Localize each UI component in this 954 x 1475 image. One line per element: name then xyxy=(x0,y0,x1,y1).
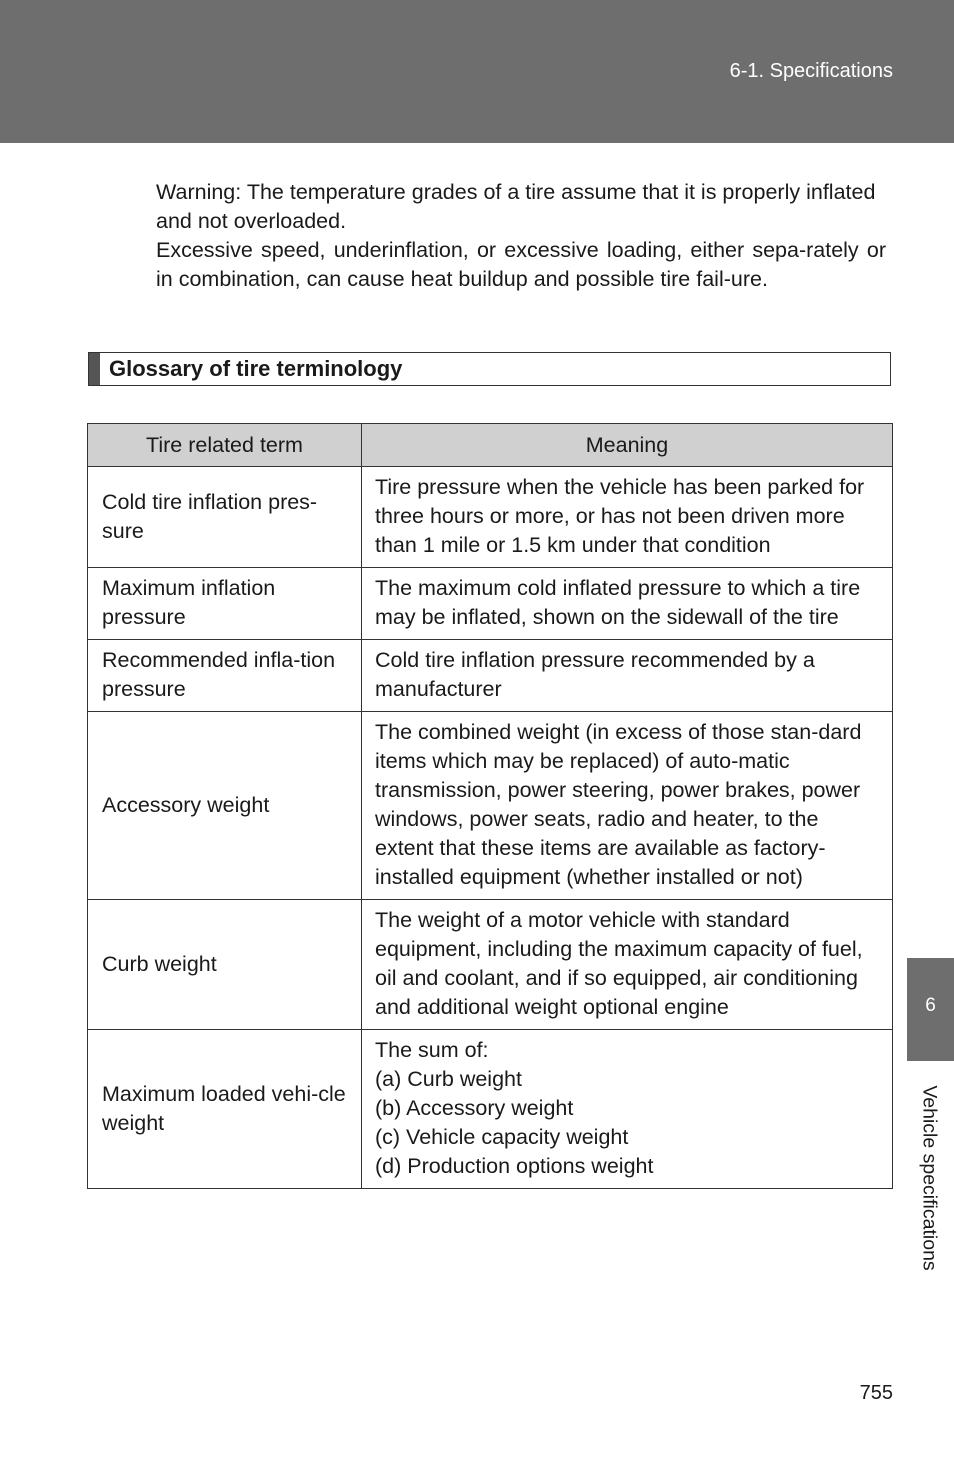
term-cell: Curb weight xyxy=(88,900,362,1030)
section-title: 6-1. Specifications xyxy=(729,60,893,82)
meaning-list-item: (a) Curb weight xyxy=(375,1067,522,1091)
table-row xyxy=(88,712,893,900)
meaning-cell: The combined weight (in excess of those stan-dard items which may be replaced) of auto-matic transmission, power steering, power brakes, power windows, power seats, radio and heater, to the extent that these items are available as factory-installed equipment (whether installed or not) xyxy=(362,712,893,900)
meaning-cell: The weight of a motor vehicle with standard equipment, including the maximum capacity of fuel, oil and coolant, and if so equipped, air conditioning and additional weight optional engine xyxy=(362,900,893,1030)
table-row xyxy=(88,900,893,1030)
meaning-list-item: (b) Accessory weight xyxy=(375,1096,574,1120)
header-band xyxy=(0,0,954,143)
table-header-row xyxy=(88,424,893,467)
table-row xyxy=(88,568,893,640)
term-cell: Accessory weight xyxy=(88,712,362,900)
warning-text-block xyxy=(156,178,886,294)
term-cell: Cold tire inflation pres-sure xyxy=(88,467,362,568)
meaning-cell: Tire pressure when the vehicle has been parked for three hours or more, or has not been driven more than 1 mile or 1.5 km under that condition xyxy=(362,467,893,568)
column-header-meaning: Meaning xyxy=(362,424,893,467)
table-row xyxy=(88,1030,893,1189)
glossary-heading xyxy=(88,352,891,386)
column-header-term: Tire related term xyxy=(88,424,362,467)
meaning-list-item: (d) Production options weight xyxy=(375,1154,654,1178)
term-cell: Maximum inflation pressure xyxy=(88,568,362,640)
table-row xyxy=(88,467,893,568)
heading-accent-bar xyxy=(89,353,100,385)
meaning-intro: The sum of: xyxy=(375,1038,489,1062)
table-row xyxy=(88,640,893,712)
term-cell: Recommended infla-tion pressure xyxy=(88,640,362,712)
glossary-title: Glossary of tire terminology xyxy=(109,356,403,381)
chapter-number: 6 xyxy=(925,995,936,1016)
meaning-list-item: (c) Vehicle capacity weight xyxy=(375,1125,629,1149)
chapter-tab[interactable] xyxy=(907,958,954,1061)
warning-paragraph-2: Excessive speed, underinflation, or excessive loading, either sepa-rately or in combination, can cause heat buildup and possible tire fail-ure. xyxy=(156,238,886,291)
warning-paragraph-1: Warning: The temperature grades of a tire assume that it is properly inflated and not overloaded. xyxy=(156,180,876,233)
page-number: 755 xyxy=(859,1382,893,1404)
term-cell: Maximum loaded vehi-cle weight xyxy=(88,1030,362,1189)
meaning-cell: The maximum cold inflated pressure to which a tire may be inflated, shown on the sidewall of the tire xyxy=(362,568,893,640)
meaning-cell: Cold tire inflation pressure recommended by a manufacturer xyxy=(362,640,893,712)
meaning-cell xyxy=(362,1030,893,1189)
chapter-label: Vehicle specifications xyxy=(918,1085,941,1271)
glossary-table xyxy=(87,423,893,1189)
